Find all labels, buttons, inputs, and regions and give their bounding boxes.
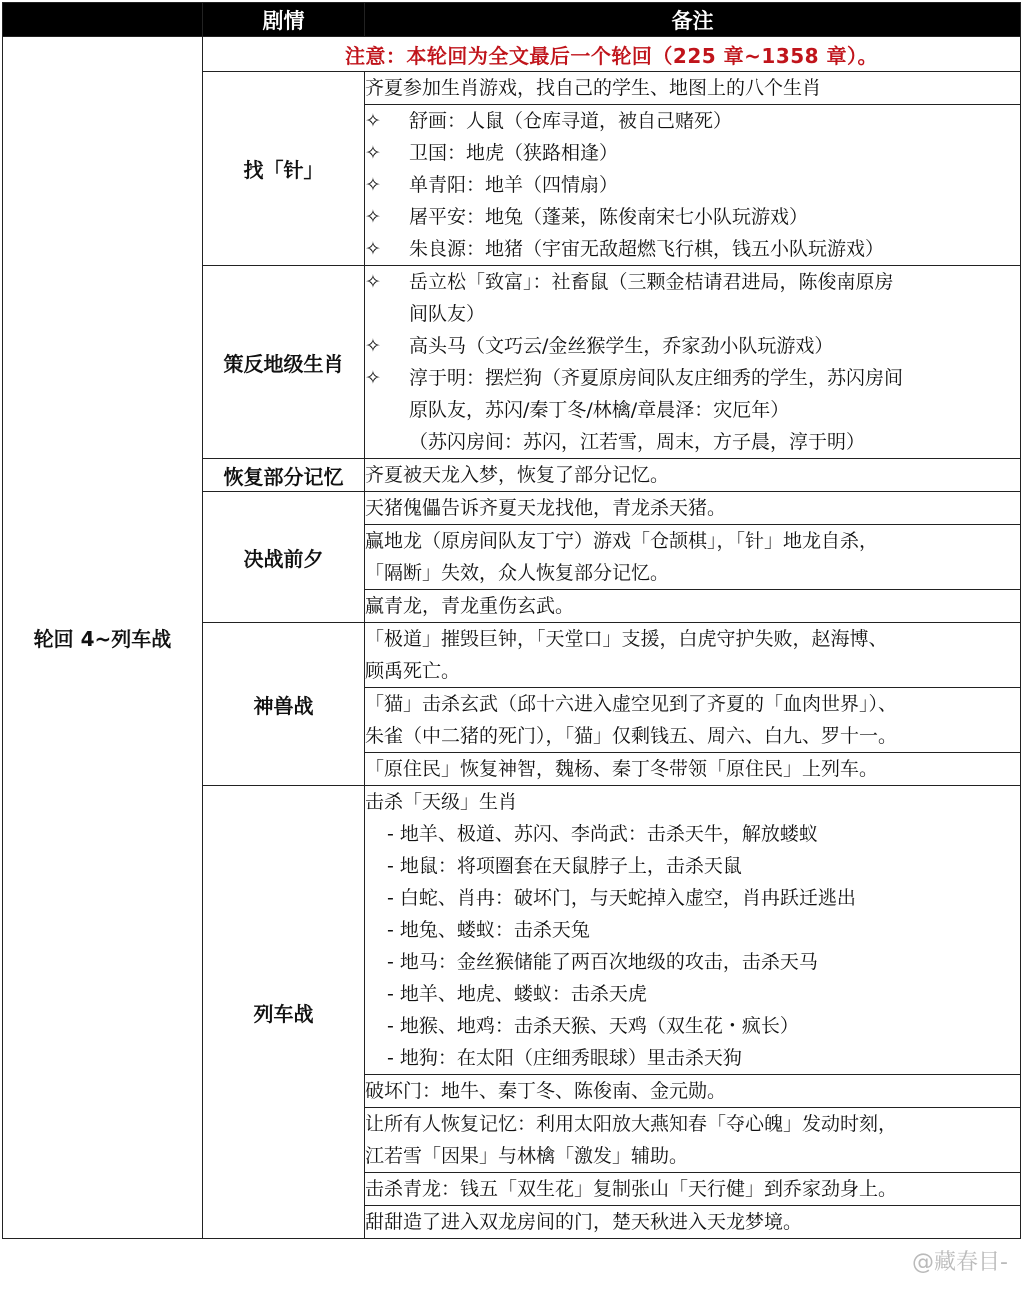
note-cell [365,1173,1021,1206]
bullet-line: 屠平安：地兔（蓬莱，陈俊南宋七小队玩游戏） [409,206,809,228]
bullet-line: 卫国：地虎（狭路相逢） [409,142,619,164]
plot-table [2,2,1021,1239]
note-cell [365,786,1021,1075]
note-line: 顾禹死亡。 [365,660,461,682]
note-line: 赢青龙，青龙重伤玄武。 [365,595,575,617]
sparkle-bullet-icon: ✧ [365,174,381,196]
bullet-line: 间队友） [409,303,486,325]
bullet-item [365,137,1020,169]
section-title: 神兽战 [203,623,365,786]
note-cell [365,590,1021,623]
dash-item: - 地狗：在太阳（庄细秀眼球）里击杀天狗 [387,1047,742,1069]
bullet-item [365,233,1020,265]
bullet-text [409,137,1020,169]
note-cell [365,1206,1021,1239]
section-title: 恢复部分记忆 [203,459,365,492]
note-line: 江若雪「因果」与林檎「激发」辅助。 [365,1145,689,1167]
note-cell [365,492,1021,525]
bullet-text [409,105,1020,137]
section-title: 找「针」 [203,72,365,266]
bullet-line: 高头马（文巧云/金丝猴学生，乔家劲小队玩游戏） [409,335,834,357]
note-cell [365,105,1021,266]
note-cell [365,753,1021,786]
note-cell [365,525,1021,590]
note-line: 天猪傀儡告诉齐夏天龙找他，青龙杀天猪。 [365,497,727,519]
cycle-label-text: 轮回 4~列车战 [33,627,172,651]
sparkle-bullet-icon: ✧ [365,335,381,357]
note-cell [365,623,1021,688]
bullet-item [365,169,1020,201]
bullet-line: 岳立松「致富」：社畜鼠（三颗金桔请君进局，陈俊南原房 [409,271,894,293]
dash-item: - 地马：金丝猴储能了两百次地级的攻击，击杀天马 [387,951,818,973]
bullet-text [409,362,1020,458]
header-notes: 备注 [365,3,1021,37]
note-line: 朱雀（中二猪的死门），「猫」仅剩钱五、周六、白九、罗十一。 [365,725,898,747]
section-title: 列车战 [203,786,365,1239]
dash-item: - 地羊、地虎、蝼蚁：击杀天虎 [387,983,647,1005]
note-cell [365,459,1021,492]
bullet-item [365,266,1020,330]
note-cell [365,72,1021,105]
note-cell [365,266,1021,459]
note-line: 破坏门：地牛、秦丁冬、陈俊南、金元勋。 [365,1080,727,1102]
bullet-text [409,201,1020,233]
sparkle-bullet-icon: ✧ [365,238,381,260]
header-row [3,3,1021,37]
notice: 注意：本轮回为全文最后一个轮回（225 章~1358 章）。 [203,37,1021,72]
sparkle-bullet-icon: ✧ [365,110,381,132]
dash-item: - 地兔、蝼蚁：击杀天兔 [387,919,590,941]
note-line: 击杀「天级」生肖 [365,791,518,813]
bullet-line: 朱良源：地猪（宇宙无敌超燃飞行棋，钱五小队玩游戏） [409,238,885,260]
bullet-line: 淳于明：摆烂狗（齐夏原房间队友庄细秀的学生，苏闪房间 [409,367,904,389]
header-blank [3,3,203,37]
bullet-text [409,266,1020,330]
note-cell [365,1108,1021,1173]
bullet-text [409,169,1020,201]
header-plot: 剧情 [203,3,365,37]
bullet-line: 单青阳：地羊（四情扇） [409,174,619,196]
bullet-item [365,105,1020,137]
notice-row [3,37,1021,72]
section-title: 策反地级生肖 [203,266,365,459]
note-line: 「原住民」恢复神智，魏杨、秦丁冬带领「原住民」上列车。 [365,758,879,780]
note-cell [365,688,1021,753]
sparkle-bullet-icon: ✧ [365,271,381,293]
dash-item: - 地鼠：将项圈套在天鼠脖子上，击杀天鼠 [387,855,742,877]
note-line: 「隔断」失效，众人恢复部分记忆。 [365,562,670,584]
note-line: 齐夏参加生肖游戏，找自己的学生、地图上的八个生肖 [365,77,822,99]
note-line: 「猫」击杀玄武（邱十六进入虚空见到了齐夏的「血肉世界」）、 [365,693,898,715]
sparkle-bullet-icon: ✧ [365,142,381,164]
note-line: 让所有人恢复记忆：利用太阳放大燕知春「夺心魄」发动时刻， [365,1113,898,1135]
note-line: 甜甜造了进入双龙房间的门，楚天秋进入天龙梦境。 [365,1211,803,1233]
dash-item: - 白蛇、肖冉：破坏门，与天蛇掉入虚空，肖冉跃迁逃出 [387,887,856,909]
dash-item: - 地羊、极道、苏闪、李尚武：击杀天牛，解放蝼蚁 [387,823,818,845]
cycle-label [3,37,203,1239]
section-title: 决战前夕 [203,492,365,623]
note-line: 击杀青龙：钱五「双生花」复制张山「天行健」到乔家劲身上。 [365,1178,898,1200]
bullet-item [365,201,1020,233]
bullet-item [365,362,1020,458]
bullet-text [409,233,1020,265]
bullet-item [365,330,1020,362]
note-line: 齐夏被天龙入梦，恢复了部分记忆。 [365,464,670,486]
watermark: @藏春目- [912,1250,1008,1275]
bullet-line: 舒画：人鼠（仓库寻道，被自己赌死） [409,110,733,132]
dash-item: - 地猴、地鸡：击杀天猴、天鸡（双生花・疯长） [387,1015,799,1037]
bullet-line: （苏闪房间：苏闪，江若雪，周末，方子晨，淳于明） [409,431,866,453]
bullet-text [409,330,1020,362]
note-line: 赢地龙（原房间队友丁宁）游戏「仓颉棋」，「针」地龙自杀， [365,530,879,552]
bullet-line: 原队友，苏闪/秦丁冬/林檎/章晨泽：灾厄年） [409,399,790,421]
note-cell [365,1075,1021,1108]
sparkle-bullet-icon: ✧ [365,206,381,228]
sparkle-bullet-icon: ✧ [365,367,381,389]
note-line: 「极道」摧毁巨钟，「天堂口」支援，白虎守护失败，赵海博、 [365,628,888,650]
